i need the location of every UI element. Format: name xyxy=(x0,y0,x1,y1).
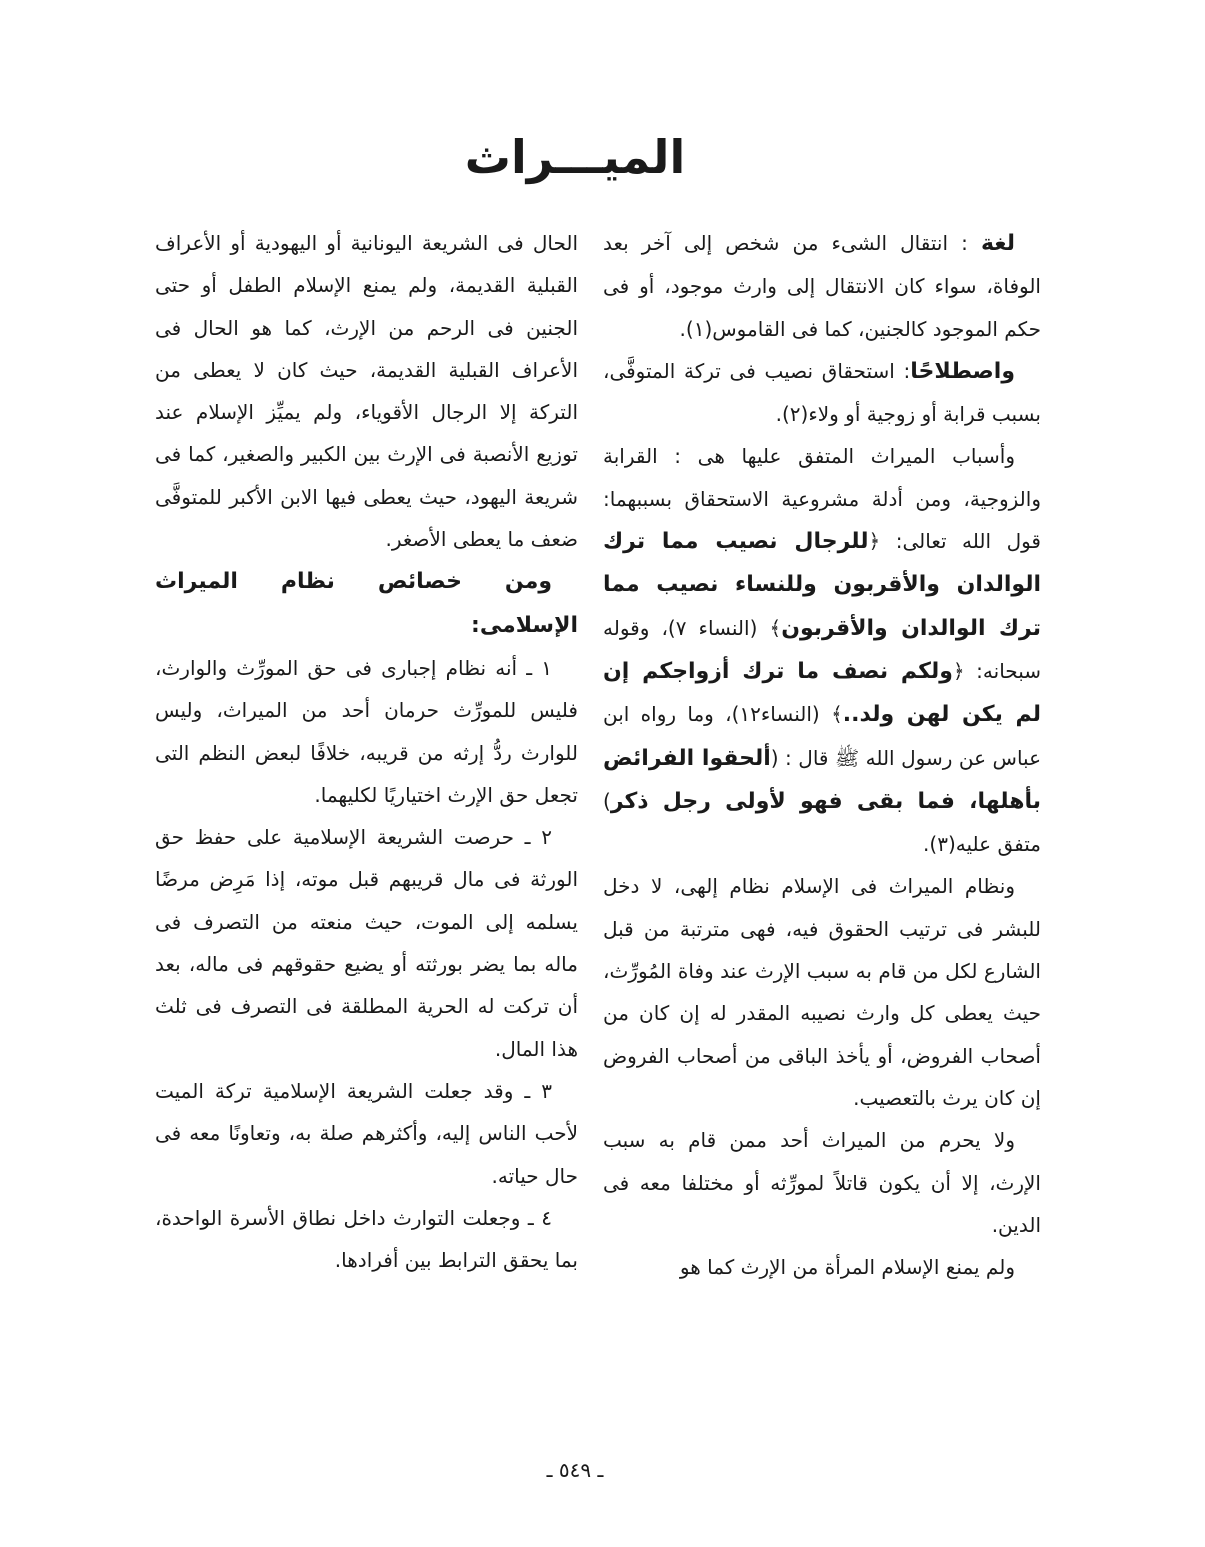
text: : انتقال الشىء من شخص إلى آخر بعد الوفاة، سواء كان الانتقال إلى وارث موجود، أو فى حكم الموجود كالجنين، كما فى القاموس(١). xyxy=(603,231,1041,341)
text: الحال فى الشريعة اليونانية أو اليهودية أو الأعراف القبلية القديمة، ولم يمنع الإسلام الطفل أو حتى الجنين فى الرحم من الإرث، كما هو الحال فى الأعراف القبلية القديمة، حيث كان لا يعطى من التركة إلا الرجال الأقوياء، ولم يميِّز الإسلام عند توزيع الأنصبة فى الإرث بين الكبير والصغير، كما فى شريعة اليهود، حيث يعطى فيها الابن الأكبر للمتوفَّى ضعف ما يعطى الأصغر. xyxy=(155,231,578,552)
page-number: ـ ٥٤٩ ـ xyxy=(546,1458,604,1482)
paragraph xyxy=(155,816,578,1070)
left-column xyxy=(155,222,578,1281)
paragraph xyxy=(155,1070,578,1197)
paragraph xyxy=(603,222,1041,350)
paragraph xyxy=(603,435,1041,865)
paragraph xyxy=(155,222,578,560)
paragraph xyxy=(603,1246,1041,1288)
bold-text: ألحقوا الفرائض بأهلها، فما بقى فهو لأولى رجل ذكر xyxy=(603,745,1041,814)
text: ولم يمنع الإسلام المرأة من الإرث كما هو xyxy=(679,1255,1015,1280)
text: ﴾ (النساء ٧)، وقوله سبحانه: ﴿ xyxy=(603,615,1041,683)
text: ولا يحرم من الميراث أحد ممن قام به سبب الإرث، إلا أن يكون قاتلاً لمورِّثه أو مختلفا معه فى الدين. xyxy=(603,1128,1041,1237)
text: ٢ ـ حرصت الشريعة الإسلامية على حفظ حق الورثة فى مال قريبهم قبل موته، إذا مَرِض مرضًا يسلمه إلى الموت، حيث منعته من التصرف فى ماله بما يضر بورثته أو يضيع حقوقهم فى ماله، بعد أن تركت له الحرية المطلقة فى التصرف فى ثلث هذا المال. xyxy=(155,825,578,1061)
text: ١ ـ أنه نظام إجبارى فى حق المورِّث والوارث، فليس للمورِّث حرمان أحد من الميراث، وليس للوارث ردُّ إرثه من قريبه، خلافًا لبعض النظم التى تجعل حق الإرث اختياريًا لكليهما. xyxy=(155,655,578,807)
page-title: الميـــراث xyxy=(464,130,686,184)
paragraph xyxy=(155,647,578,816)
bold-text: لغة xyxy=(980,231,1015,256)
bold-text: ولكم نصف ما ترك أزواجكم إن لم يكن لهن ولد.. xyxy=(603,658,1041,728)
paragraph xyxy=(155,1197,578,1282)
bold-text: للرجال نصيب مما ترك الوالدان والأقربون وللنساء نصيب مما ترك الوالدان والأقربون xyxy=(603,529,1042,641)
bold-text: واصطلاحًا xyxy=(910,358,1015,384)
text: : استحقاق نصيب فى تركة المتوفَّى، بسبب قرابة أو زوجية أو ولاء(٢). xyxy=(603,358,1041,427)
text: ونظام الميراث فى الإسلام نظام إلهى، لا دخل للبشر فى ترتيب الحقوق فيه، فهى مترتبة من قبل الشارع لكل من قام به سبب الإرث عند وفاة المُورِّث، حيث يعطى كل وارث نصيبه المقدر له إن كان من أصحاب الفروض، أو يأخذ الباقى من أصحاب الفروض إن كان يرث بالتعصيب. xyxy=(603,874,1041,1110)
text: ٤ ـ وجعلت التوارث داخل نطاق الأسرة الواحدة، بما يحقق الترابط بين أفرادها. xyxy=(155,1205,578,1273)
paragraph xyxy=(603,350,1041,436)
text: ﴾ (النساء١٢)، وما رواه ابن عباس عن رسول الله ﷺ قال : ( xyxy=(603,702,1042,770)
text: ) متفق عليه(٣). xyxy=(603,788,1041,857)
bold-text: ومن خصائص نظام الميراث الإسلامى: xyxy=(155,569,578,638)
paragraph xyxy=(603,865,1041,1119)
text: ٣ ـ وقد جعلت الشريعة الإسلامية تركة الميت لأحب الناس إليه، وأكثرهم صلة به، وتعاونًا معه فى حال حياته. xyxy=(155,1078,578,1188)
right-column xyxy=(603,222,1041,1288)
section-heading xyxy=(155,560,578,647)
text: وأسباب الميراث المتفق عليها هى : القرابة والزوجية، ومن أدلة مشروعية الاستحقاق بسببهما: قول الله تعالى: ﴿ xyxy=(603,444,1041,554)
paragraph xyxy=(603,1119,1041,1246)
